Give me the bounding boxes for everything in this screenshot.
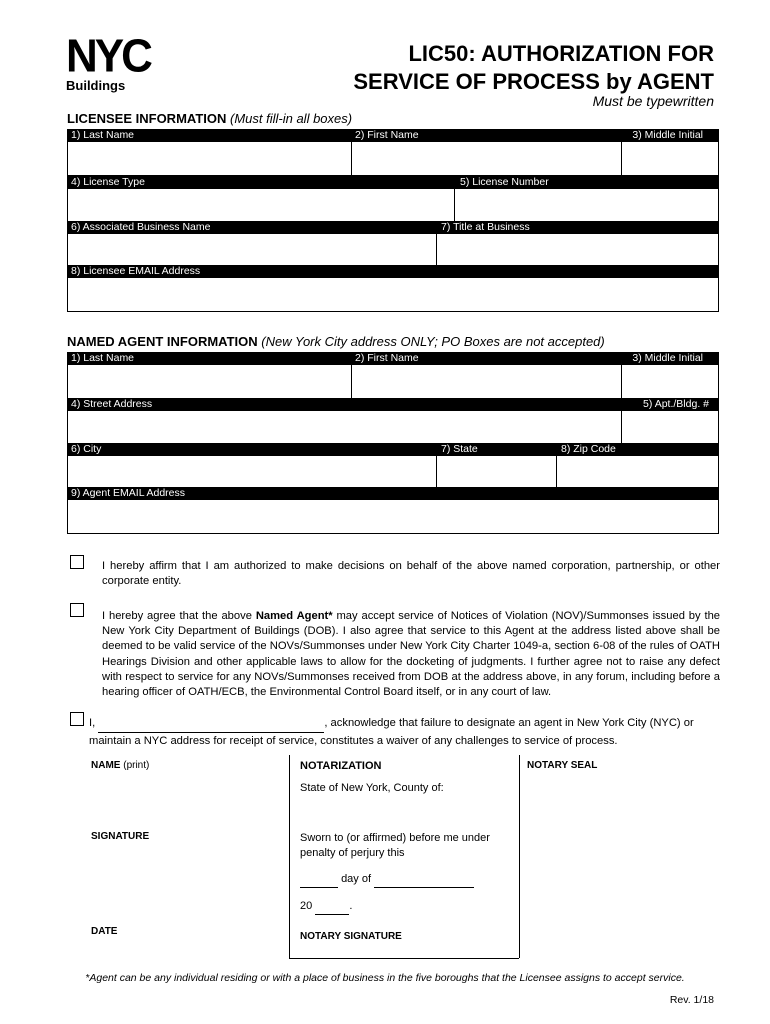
- apt-bldg-field[interactable]: [621, 411, 622, 444]
- licensee-row3-fields: [67, 234, 719, 268]
- licensee-email-field[interactable]: [67, 278, 719, 312]
- acknowledge-name-blank[interactable]: [98, 714, 324, 733]
- licensee-section-heading: [67, 111, 352, 126]
- city-label: 6) City: [71, 443, 102, 455]
- notary-signature-label: NOTARY SIGNATURE: [300, 931, 402, 942]
- logo-mark: NYC: [66, 30, 150, 83]
- day-of-text: day of: [341, 873, 372, 885]
- typewritten-note: Must be typewritten: [592, 93, 714, 109]
- notarization-label: NOTARIZATION: [300, 760, 382, 772]
- street-address-label: 4) Street Address: [71, 398, 153, 410]
- licensee-row1-fields: [67, 142, 719, 176]
- acknowledge-line2: maintain a NYC address for receipt of service, constitutes a waiver of any challenges to service of process.: [89, 735, 618, 747]
- day-of-line: [300, 872, 474, 888]
- agent-heading-text: NAMED AGENT INFORMATION: [67, 334, 258, 349]
- agent-row2: [67, 398, 719, 445]
- licensee-row4: [67, 265, 719, 312]
- licensee-row4-header: [67, 265, 719, 278]
- day-blank[interactable]: [300, 872, 338, 888]
- revision-label: Rev. 1/18: [669, 994, 714, 1006]
- licensee-email-label: 8) Licensee EMAIL Address: [71, 265, 201, 277]
- licensee-heading-text: LICENSEE INFORMATION: [67, 111, 227, 126]
- agent-row4: [67, 487, 719, 534]
- agent-last-name-field[interactable]: [68, 365, 351, 398]
- agent-heading-note: (New York City address ONLY; PO Boxes are not accepted): [261, 334, 605, 349]
- agent-row2-fields: [67, 411, 719, 445]
- license-type-label: 4) License Type: [71, 176, 145, 188]
- nyc-buildings-logo: [66, 30, 150, 93]
- form-title: [353, 40, 714, 96]
- form-title-line2: SERVICE OF PROCESS by AGENT: [353, 69, 714, 94]
- agent-first-name-label: 2) First Name: [355, 352, 419, 364]
- apt-bldg-label: 5) Apt./Bldg. #: [643, 398, 709, 410]
- zip-code-field[interactable]: [556, 456, 557, 489]
- affirm-authority-checkbox[interactable]: [70, 555, 84, 569]
- notary-divider: [519, 755, 520, 958]
- licensee-middle-initial-label: 3) Middle Initial: [632, 129, 703, 141]
- logo-subtext: Buildings: [66, 78, 126, 93]
- acknowledge-checkbox[interactable]: [70, 712, 84, 726]
- street-address-field[interactable]: [68, 411, 621, 444]
- named-agent-emphasis: Named Agent*: [255, 610, 333, 622]
- year-prefix: 20: [300, 900, 313, 912]
- agent-row3: [67, 443, 719, 490]
- agent-row1-fields: [67, 365, 719, 399]
- agent-last-name-label: 1) Last Name: [71, 352, 135, 364]
- agent-middle-initial-label: 3) Middle Initial: [632, 352, 703, 364]
- year-line: [300, 899, 352, 915]
- licensee-last-name-field[interactable]: [68, 142, 351, 175]
- licensee-first-name-label: 2) First Name: [355, 129, 419, 141]
- zip-code-label: 8) Zip Code: [561, 443, 616, 455]
- agent-middle-initial-field[interactable]: [621, 365, 622, 398]
- license-number-field[interactable]: [454, 189, 455, 222]
- licensee-row1-header: [67, 129, 719, 142]
- agent-row1: [67, 352, 719, 399]
- state-county-text: State of New York, County of:: [300, 782, 444, 794]
- month-blank[interactable]: [374, 872, 474, 888]
- title-at-business-field[interactable]: [436, 234, 437, 267]
- acknowledge-suffix: , acknowledge that failure to designate an agent in New York City (NYC) or: [324, 717, 694, 729]
- agent-footnote: *Agent can be any individual residing or with a place of business in the five boroughs that the Licensee assigns to accept service.: [85, 972, 685, 984]
- agent-email-field[interactable]: [67, 500, 719, 534]
- name-label: NAME: [91, 760, 121, 771]
- agent-row3-header: [67, 443, 719, 456]
- licensee-first-name-field[interactable]: [351, 142, 352, 175]
- agent-row3-fields: [67, 456, 719, 490]
- licensee-row2-header: [67, 176, 719, 189]
- form-title-line1: LIC50: AUTHORIZATION FOR: [408, 41, 714, 66]
- license-number-label: 5) License Number: [460, 176, 549, 188]
- title-at-business-label: 7) Title at Business: [441, 221, 530, 233]
- sworn-line1: Sworn to (or affirmed) before me under: [300, 832, 490, 844]
- agent-section-heading: [67, 334, 605, 349]
- licensee-middle-initial-field[interactable]: [621, 142, 622, 175]
- notary-seal-label: NOTARY SEAL: [527, 760, 598, 771]
- signature-label: SIGNATURE: [91, 831, 150, 842]
- sworn-line2: penalty of perjury this: [300, 847, 405, 859]
- license-type-field[interactable]: [68, 189, 454, 222]
- state-label: 7) State: [441, 443, 478, 455]
- agent-row2-header: [67, 398, 719, 411]
- agent-row1-header: [67, 352, 719, 365]
- state-field[interactable]: [436, 456, 437, 489]
- licensee-last-name-label: 1) Last Name: [71, 129, 135, 141]
- name-print-note: (print): [123, 760, 150, 771]
- licensee-row3-header: [67, 221, 719, 234]
- affirm-authority-text: I hereby affirm that I am authorized to make decisions on behalf of the above named corporation, partnership, or other corporate entity.: [102, 560, 720, 588]
- city-field[interactable]: [68, 456, 436, 489]
- business-name-field[interactable]: [68, 234, 436, 267]
- signature-divider: [289, 755, 290, 958]
- business-name-label: 6) Associated Business Name: [71, 221, 211, 233]
- agent-row4-header: [67, 487, 719, 500]
- notary-bottom-line: [289, 958, 519, 959]
- date-label: DATE: [91, 926, 118, 937]
- acknowledge-text: [89, 714, 721, 733]
- licensee-row3: [67, 221, 719, 268]
- licensee-row2-fields: [67, 189, 719, 223]
- licensee-table: [67, 129, 719, 176]
- sworn-text: [300, 831, 490, 861]
- name-print-label: [91, 760, 149, 771]
- acknowledge-prefix: I,: [89, 717, 96, 729]
- year-blank[interactable]: [315, 899, 349, 915]
- agent-email-label: 9) Agent EMAIL Address: [71, 487, 186, 499]
- agree-service-text-pre: I hereby agree that the above: [102, 610, 256, 622]
- agree-service-text: [102, 609, 720, 700]
- agent-first-name-field[interactable]: [351, 365, 352, 398]
- agree-service-checkbox[interactable]: [70, 603, 84, 617]
- licensee-heading-note: (Must fill-in all boxes): [230, 111, 353, 126]
- licensee-row2: [67, 176, 719, 223]
- agree-service-text-post: may accept service of Notices of Violation (NOV)/Summonses issued by the New York City Department of Buildings (DOB). I also agree that service to this Agent at the address listed above shall be deemed to be valid service of the NOVs/Summonses under New York City Charter 1049-a, section 6-08 of the rules of OATH Hearings Division and other applicable laws to allow for the docketing of judgments. I further agree not to raise any defect with respect to service for any NOVs/Summonses received from DOB at the address above, in any forum, including before a hearing officer of OATH/ECB, the Environmental Control Board itself, or in any court of law.: [102, 610, 721, 699]
- year-suffix: .: [349, 900, 353, 912]
